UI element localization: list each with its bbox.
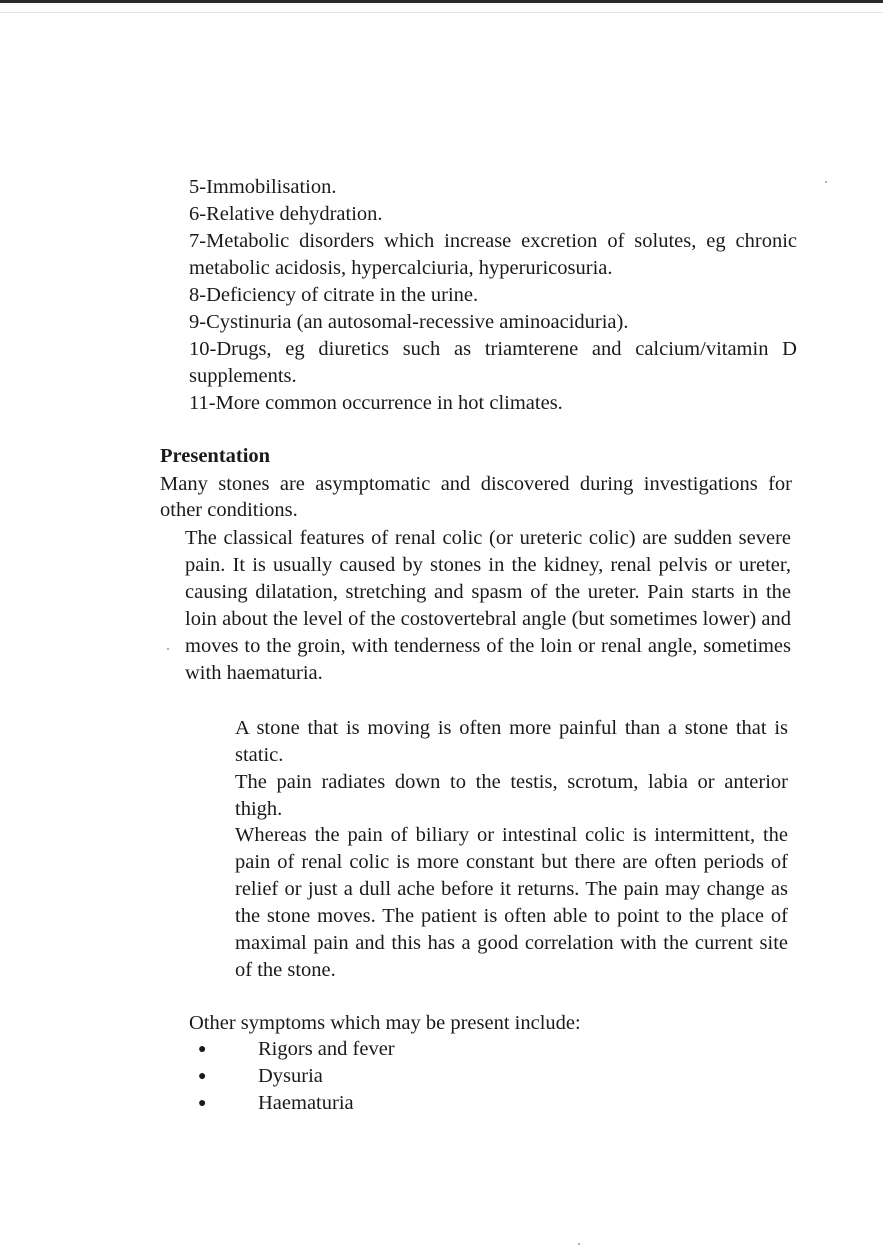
- risk-factor-item: 5-Immobilisation.: [189, 176, 337, 198]
- bullet-icon: ●: [198, 1096, 207, 1111]
- risk-factor-item: 11-More common occurrence in hot climates.: [189, 392, 563, 414]
- risk-factor-item: 9-Cystinuria (an autosomal-recessive aminoaciduria).: [189, 311, 629, 333]
- symptom-text: Dysuria: [258, 1065, 323, 1087]
- symptom-text: Haematuria: [258, 1092, 354, 1114]
- colic-comparison-paragraph: Whereas the pain of biliary or intestinal colic is intermittent, the pain of renal colic is more constant but there are often periods of relief or just a dull ache before it returns. The pain may change as the stone moves. The patient is often able to point to the place of maximal pain and this has a good correlation with the current site of the stone.: [235, 824, 788, 981]
- scan-edge-shadow: [0, 12, 883, 13]
- risk-factor-item: 6-Relative dehydration.: [189, 203, 383, 225]
- scan-speck: [578, 1243, 580, 1245]
- other-symptoms-intro: Other symptoms which may be present include:: [189, 1012, 581, 1034]
- symptom-text: Rigors and fever: [258, 1038, 395, 1060]
- scan-speck: [167, 648, 169, 650]
- risk-factor-item: 8-Deficiency of citrate in the urine.: [189, 284, 479, 306]
- classical-features-paragraph: The classical features of renal colic (or ureteric colic) are sudden severe pain. It is usually caused by stones in the kidney, renal pelvis or ureter, causing dilatation, stretching and spasm of the ureter. Pain starts in the loin about the level of the costovertebral angle (but sometimes lower) and moves to the groin, with tenderness of the loin or renal angle, sometimes with haematuria.: [185, 527, 791, 684]
- bullet-icon: ●: [198, 1069, 207, 1084]
- risk-factor-item: 7-Metabolic disorders which increase excretion of solutes, eg chronic metabolic acidosis, hypercalciuria, hyperuricosuria.: [189, 230, 797, 279]
- pain-radiation-paragraph: The pain radiates down to the testis, scrotum, labia or anterior thigh.: [235, 771, 788, 820]
- presentation-intro: Many stones are asymptomatic and discovered during investigations for other conditions.: [160, 473, 792, 521]
- scan-top-edge: [0, 0, 883, 3]
- moving-stone-paragraph: A stone that is moving is often more painful than a stone that is static.: [235, 717, 788, 766]
- bullet-icon: ●: [198, 1042, 207, 1057]
- section-heading-presentation: Presentation: [160, 445, 271, 467]
- scan-speck: [825, 181, 827, 183]
- risk-factor-list: [189, 174, 797, 417]
- risk-factor-item: 10-Drugs, eg diuretics such as triamterene and calcium/vitamin D supplements.: [189, 338, 797, 387]
